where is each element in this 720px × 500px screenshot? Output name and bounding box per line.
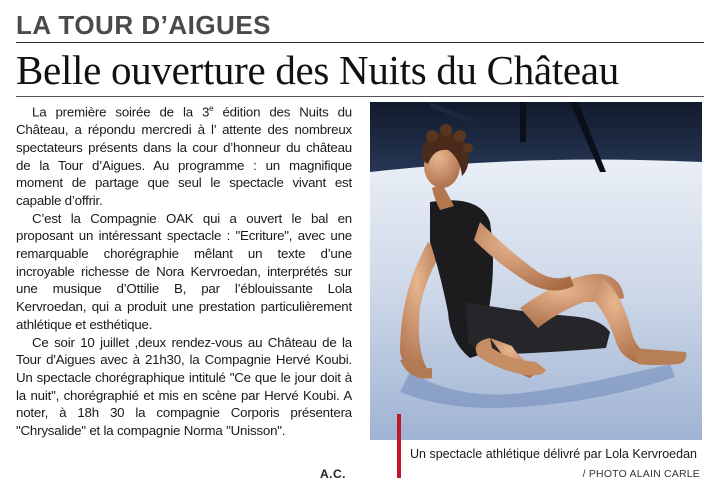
article-paragraph-2: C’est la Compagnie OAK qui a ouvert le bal en proposant un intéressant spectacle : "Ecriture", avec une remarquable chorégraphie mêlant un texte d’une incroyable richesse de Nora Kervroedan, interprétés sur une musique d’Ottilie B, par l’éblouissante Lola Kervroedan, qui a produit une prestation particulièrement athlétique et esthétique. <box>16 210 352 332</box>
p1-text-b: édition des Nuits du Château, a répondu mercredi à l’ attente des nombreux spectateurs présents dans la cour d’honneur du château de la Tour d’Aigues. Au programme : un magnifique moment de partage que seul le spectacle vivant est capable d’offrir. <box>16 104 352 208</box>
p1-superscript: e <box>209 104 214 113</box>
rubric-divider <box>16 42 704 43</box>
photo-caption: Un spectacle athlétique délivré par Lola Kervroedan <box>410 447 697 461</box>
article-paragraph-1 <box>16 100 352 210</box>
headline: Belle ouverture des Nuits du Château <box>16 47 619 93</box>
dancer-photo <box>370 102 702 440</box>
p1-text-a: La première soirée de la 3 <box>32 104 210 120</box>
caption-accent-bar <box>397 414 401 478</box>
article-body <box>16 100 352 440</box>
author-initials: A.C. <box>320 467 346 481</box>
section-rubric: LA TOUR D’AIGUES <box>16 10 272 40</box>
article-paragraph-3: Ce soir 10 juillet ,deux rendez-vous au Château de la Tour d'Aigues avec à 21h30, la Compagnie Hervé Koubi. Un spectacle chorégraphique intitulé "Ce que le jour doit à la nuit", chorégraphié et mis en scène par Hervé Koubi. A noter, à 18h 30 la compagnie Corporis présentera "Chrysalide" et la compagnie Norma "Unisson". <box>16 334 352 439</box>
dancer-photo-illustration <box>370 102 702 440</box>
photo-credit: / PHOTO ALAIN CARLE <box>582 468 700 480</box>
headline-divider <box>16 96 704 97</box>
